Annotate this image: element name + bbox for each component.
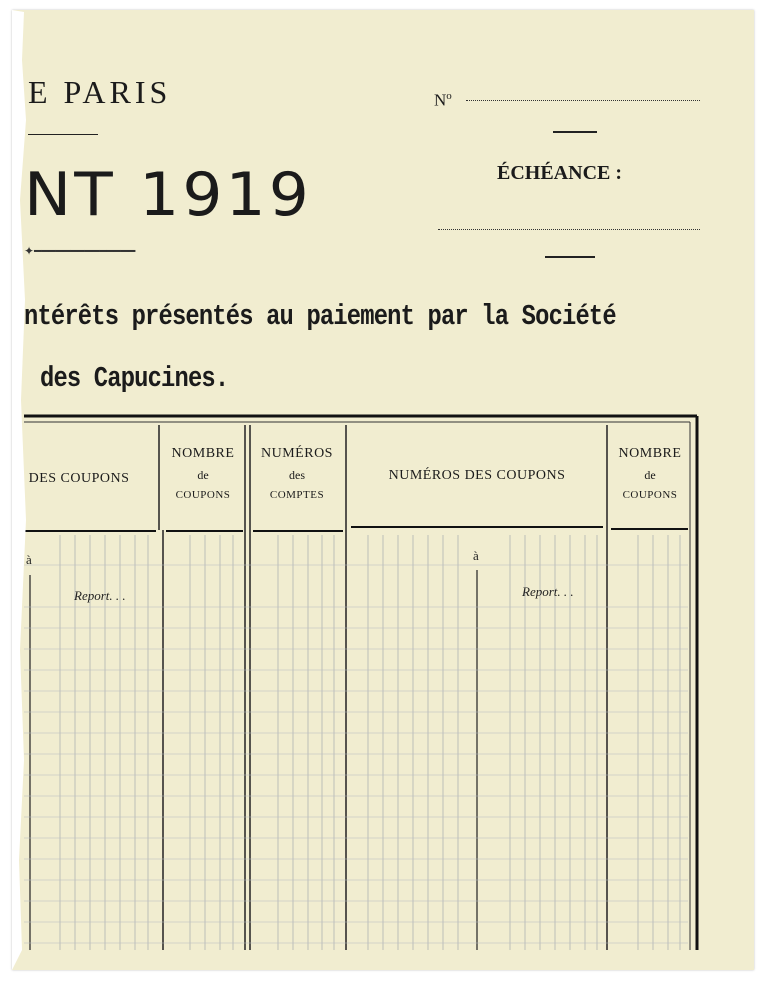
header-col-coupons-numbers-left: DES COUPONS bbox=[28, 471, 130, 486]
range-marker-right: à bbox=[473, 548, 479, 563]
header-col-nombre-right: NOMBRE de COUPONS bbox=[618, 446, 682, 501]
header-col-numeros-comptes: NUMÉROS des COMPTES bbox=[261, 446, 333, 501]
year-heading: NT 1919 bbox=[24, 160, 313, 230]
body-line-1: ntérêts présentés au paiement par la Société bbox=[24, 300, 616, 333]
number-label: $N^o$ bbox=[434, 90, 452, 110]
document-title-fragment: E PARIS bbox=[28, 74, 172, 110]
range-marker-left: à bbox=[26, 552, 32, 567]
header-col-coupons-numbers-right: NUMÉROS DES COUPONS bbox=[388, 468, 566, 483]
report-label-left: Report. . . bbox=[74, 588, 126, 603]
ornament-rule: ✦━━━━━━━━━━━━━━ bbox=[24, 244, 136, 258]
body-line-2: des Capucines. bbox=[40, 362, 229, 395]
header-col-nombre-left: NOMBRE de COUPONS bbox=[171, 446, 235, 501]
echeance-label: ÉCHÉANCE : bbox=[497, 162, 623, 184]
report-label-right: Report. . . bbox=[522, 584, 574, 599]
